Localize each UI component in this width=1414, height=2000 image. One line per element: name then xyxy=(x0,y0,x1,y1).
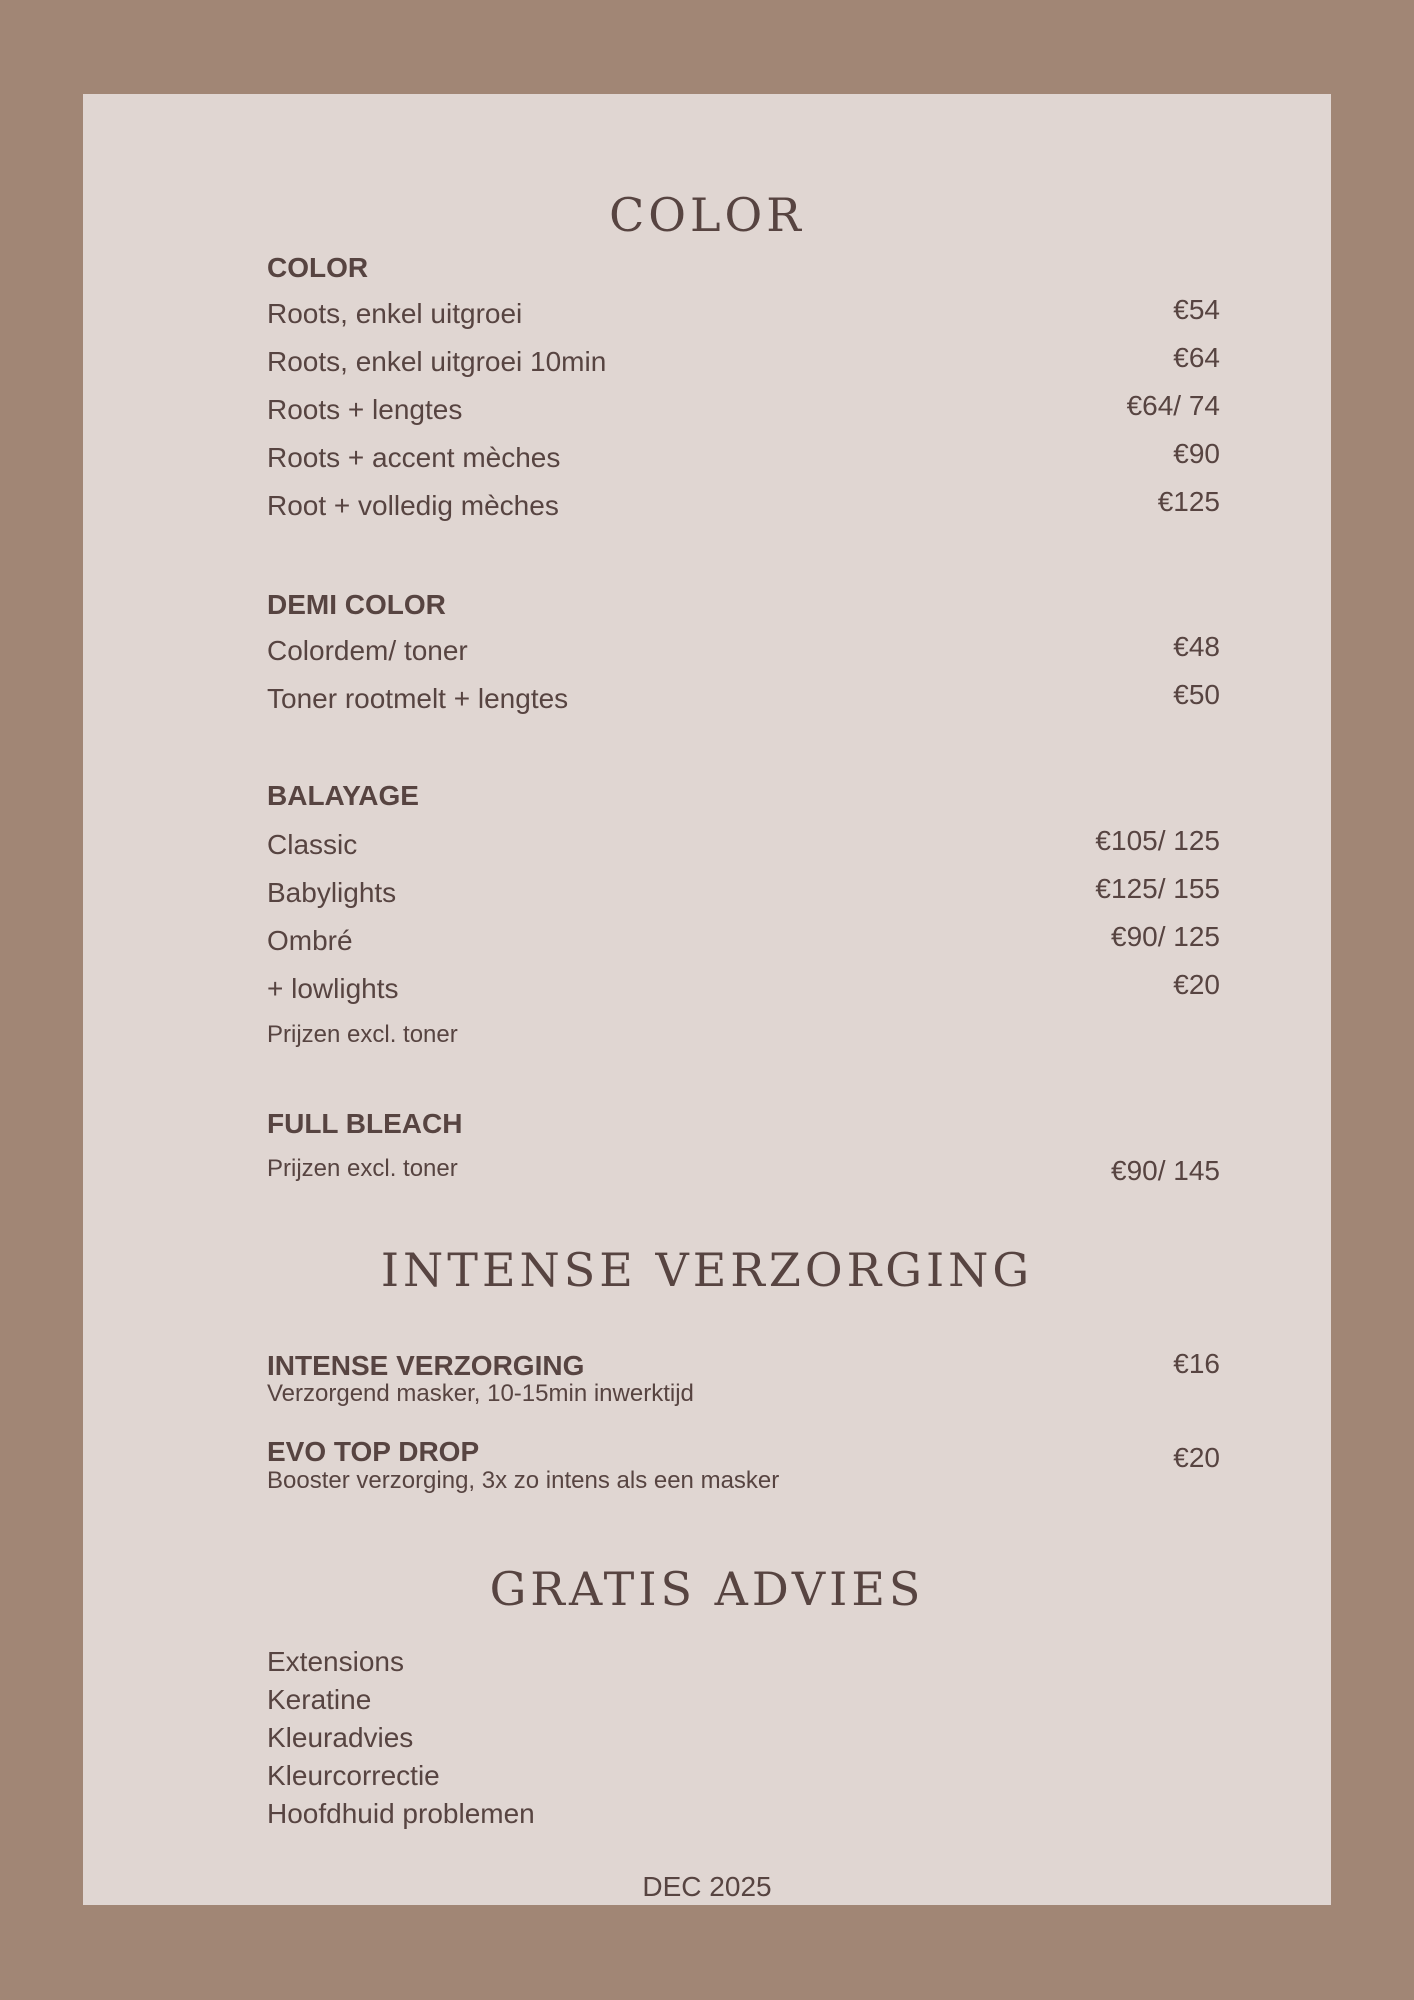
service-label: + lowlights xyxy=(267,973,399,1004)
service-label: Classic xyxy=(267,829,358,860)
category-full-bleach: FULL BLEACH xyxy=(267,1108,463,1139)
price-row xyxy=(267,1153,1220,1193)
price-row xyxy=(267,679,1220,723)
price-row xyxy=(267,825,1220,869)
price-row xyxy=(267,873,1220,917)
price-row xyxy=(267,921,1220,965)
service-label: Roots, enkel uitgroei xyxy=(267,298,523,329)
service-price: €90 xyxy=(1173,438,1220,469)
advice-item: Extensions xyxy=(267,1646,404,1677)
service-label: Roots + accent mèches xyxy=(267,442,561,473)
service-label: Roots + lengtes xyxy=(267,394,463,425)
service-label: Toner rootmelt + lengtes xyxy=(267,683,569,714)
service-label: Root + volledig mèches xyxy=(267,490,559,521)
service-price: €48 xyxy=(1173,631,1220,662)
care-description: Verzorgend masker, 10-15min inwerktijd xyxy=(267,1380,694,1407)
service-price: €50 xyxy=(1173,679,1220,710)
price-row xyxy=(267,969,1220,1013)
price-row xyxy=(267,390,1220,434)
care-description: Booster verzorging, 3x zo intens als een masker xyxy=(267,1467,780,1494)
category-demi-color: DEMI COLOR xyxy=(267,589,446,620)
price-row xyxy=(267,438,1220,482)
price-row xyxy=(267,294,1220,338)
advice-item: Keratine xyxy=(267,1684,372,1715)
price-note: Prijzen excl. toner xyxy=(267,1021,458,1048)
footer-date: DEC 2025 xyxy=(642,1871,772,1902)
service-price: €64/ 74 xyxy=(1126,390,1220,421)
service-price: €64 xyxy=(1173,342,1220,373)
service-price: €105/ 125 xyxy=(1095,825,1220,856)
service-price: €90/ 145 xyxy=(1111,1155,1220,1186)
advice-item: Kleurcorrectie xyxy=(267,1760,440,1791)
advice-list xyxy=(267,1643,535,1833)
service-price: €90/ 125 xyxy=(1111,921,1220,952)
service-price: €20 xyxy=(1173,1442,1220,1473)
category-balayage: BALAYAGE xyxy=(267,780,419,811)
service-label: Roots, enkel uitgroei 10min xyxy=(267,346,607,377)
price-row xyxy=(267,486,1220,530)
service-price: €54 xyxy=(1173,294,1220,325)
advice-item: Kleuradvies xyxy=(267,1722,414,1753)
service-price: €16 xyxy=(1173,1348,1220,1379)
price-row xyxy=(267,631,1220,675)
price-note: Prijzen excl. toner xyxy=(267,1155,458,1182)
service-price: €20 xyxy=(1173,969,1220,1000)
service-label: Babylights xyxy=(267,877,397,908)
price-row xyxy=(267,342,1220,386)
service-label: Colordem/ toner xyxy=(267,635,468,666)
section-title-care: INTENSE VERZORGING xyxy=(380,1243,1034,1297)
service-price: €125 xyxy=(1157,486,1220,517)
advice-item: Hoofdhuid problemen xyxy=(267,1798,535,1829)
care-title: EVO TOP DROP xyxy=(267,1436,480,1467)
service-label: Ombré xyxy=(267,925,353,956)
care-title: INTENSE VERZORGING xyxy=(267,1350,585,1381)
category-color: COLOR xyxy=(267,252,369,283)
section-title-color: COLOR xyxy=(609,188,805,242)
service-price: €125/ 155 xyxy=(1095,873,1220,904)
section-title-advice: GRATIS ADVIES xyxy=(489,1562,925,1616)
